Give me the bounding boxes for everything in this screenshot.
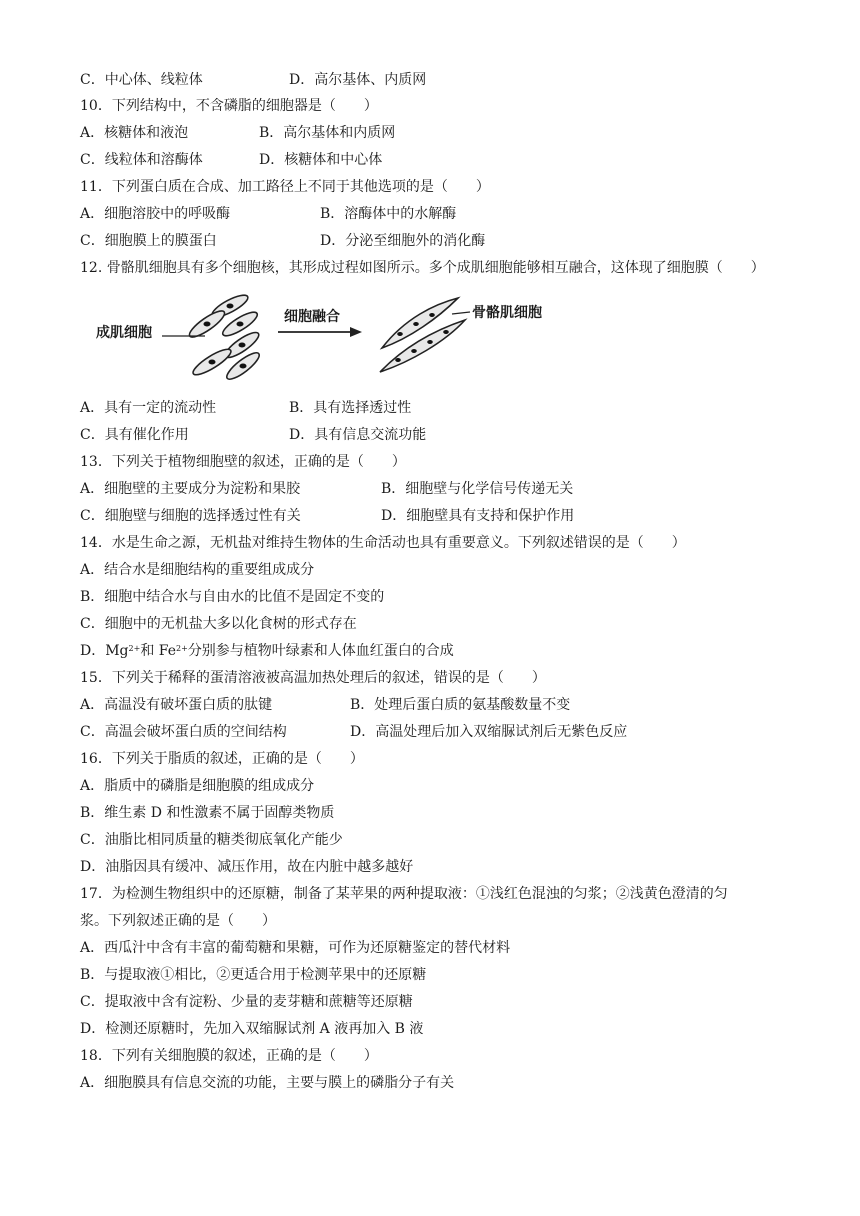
- q15-stem: 15．下列关于稀释的蛋清溶液被高温加热处理后的叙述，错误的是（ ）: [80, 670, 546, 686]
- q12-option-c: C．具有催化作用: [80, 427, 189, 443]
- q10-option-d: D．核糖体和中心体: [259, 152, 383, 168]
- q10-option-a: A．核糖体和液泡: [80, 125, 189, 141]
- q14-option-a: A．结合水是细胞结构的重要组成成分: [80, 562, 315, 578]
- q16-option-c: C．油脂比相同质量的糖类彻底氧化产能少: [80, 832, 343, 848]
- q13-option-d: D．细胞壁具有支持和保护作用: [381, 508, 575, 524]
- q17-option-b: B．与提取液①相比，②更适合用于检测苹果中的还原糖: [80, 967, 427, 983]
- q17-stem-line1: 17．为检测生物组织中的还原糖，制备了某苹果的两种提取液：①浅红色混浊的匀浆；②浅黄色澄清的匀: [80, 886, 728, 902]
- q13-option-a: A．细胞壁的主要成分为淀粉和果胶: [80, 481, 301, 497]
- q14-option-b: B．细胞中结合水与自由水的比值不是固定不变的: [80, 589, 385, 605]
- q18-option-a: A．细胞膜具有信息交流的功能，主要与膜上的磷脂分子有关: [80, 1075, 455, 1091]
- q17-stem-line2: 浆。下列叙述正确的是（ ）: [80, 913, 276, 929]
- q12-option-b: B．具有选择透过性: [289, 400, 412, 416]
- figure-label-fusion: 细胞融合: [284, 309, 340, 325]
- q11-option-b: B．溶酶体中的水解酶: [320, 206, 457, 222]
- q15-option-c: C．高温会破坏蛋白质的空间结构: [80, 724, 287, 740]
- q14-stem: 14．水是生命之源，无机盐对维持生物体的生命活动也具有重要意义。下列叙述错误的是（ ）: [80, 535, 686, 551]
- q13-option-c: C．细胞壁与细胞的选择透过性有关: [80, 508, 301, 524]
- q11-option-a: A．细胞溶胶中的呼吸酶: [80, 206, 231, 222]
- q11-option-d: D．分泌至细胞外的消化酶: [320, 233, 486, 249]
- q9-option-c: C．中心体、线粒体: [80, 72, 203, 88]
- cell-fusion-figure: [80, 290, 600, 390]
- q12-stem: 12. 骨骼肌细胞具有多个细胞核，其形成过程如图所示。多个成肌细胞能够相互融合，这体现了细胞膜（ ）: [80, 260, 765, 276]
- q17-option-c: C．提取液中含有淀粉、少量的麦芽糖和蔗糖等还原糖: [80, 994, 413, 1010]
- q14-option-c: C．细胞中的无机盐大多以化食树的形式存在: [80, 616, 357, 632]
- q16-option-b: B．维生素 D 和性激素不属于固醇类物质: [80, 805, 335, 821]
- q13-option-b: B．细胞壁与化学信号传递无关: [381, 481, 574, 497]
- q13-stem: 13．下列关于植物细胞壁的叙述，正确的是（ ）: [80, 454, 406, 470]
- q18-stem: 18．下列有关细胞膜的叙述，正确的是（ ）: [80, 1048, 378, 1064]
- q11-stem: 11．下列蛋白质在合成、加工路径上不同于其他选项的是（ ）: [80, 179, 490, 195]
- q15-option-b: B．处理后蛋白质的氨基酸数量不变: [350, 697, 571, 713]
- figure-label-myoblast: 成肌细胞: [96, 325, 152, 341]
- q10-option-c: C．线粒体和溶酶体: [80, 152, 203, 168]
- q15-option-a: A．高温没有破坏蛋白质的肽键: [80, 697, 273, 713]
- q10-option-b: B．高尔基体和内质网: [259, 125, 396, 141]
- q16-option-d: D．油脂因具有缓冲、减压作用，故在内脏中越多越好: [80, 859, 414, 875]
- q17-option-d: D．检测还原糖时，先加入双缩脲试剂 A 液再加入 B 液: [80, 1021, 424, 1037]
- q12-option-a: A．具有一定的流动性: [80, 400, 217, 416]
- figure-label-skeletal-muscle: 骨骼肌细胞: [472, 305, 542, 321]
- q17-option-a: A．西瓜汁中含有丰富的葡萄糖和果糖，可作为还原糖鉴定的替代材料: [80, 940, 511, 956]
- q14-option-d: D．$Mg^{2+}$和 $Fe^{2+}$分别参与植物叶绿素和人体血红蛋白的合成: [80, 643, 454, 659]
- q9-option-d: D．高尔基体、内质网: [289, 72, 427, 88]
- q15-option-d: D．高温处理后加入双缩脲试剂后无紫色反应: [350, 724, 628, 740]
- q16-option-a: A．脂质中的磷脂是细胞膜的组成成分: [80, 778, 315, 794]
- q16-stem: 16．下列关于脂质的叙述，正确的是（ ）: [80, 751, 364, 767]
- q10-stem: 10．下列结构中，不含磷脂的细胞器是（ ）: [80, 98, 378, 114]
- q11-option-c: C．细胞膜上的膜蛋白: [80, 233, 217, 249]
- q12-option-d: D．具有信息交流功能: [289, 427, 427, 443]
